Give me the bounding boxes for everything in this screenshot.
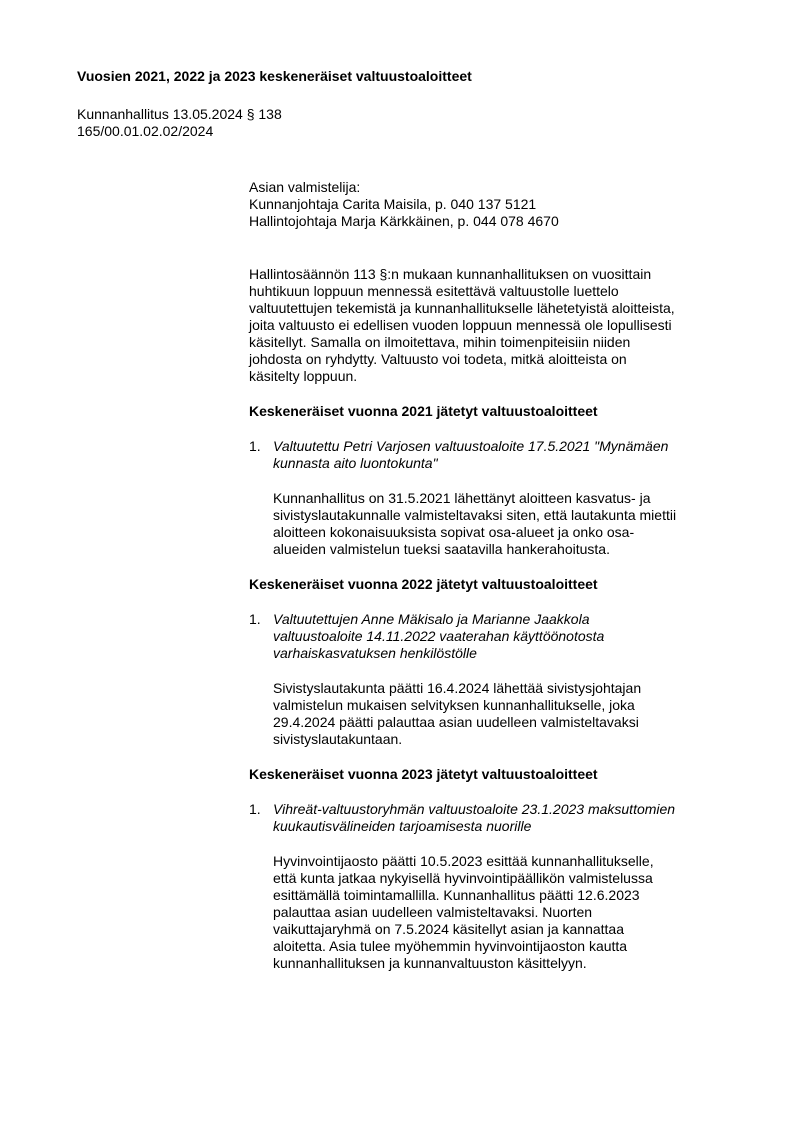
intro-line: Hallintosäännön 113 §:n mukaan kunnanhallituksen on vuosittain: [249, 266, 652, 282]
section-heading-2022: Keskeneräiset vuonna 2022 jätetyt valtuustoaloitteet: [249, 576, 598, 592]
intro-line: käsitelty loppuun.: [249, 368, 358, 384]
preparer-block: [249, 179, 749, 230]
item-title-line: kunnasta aito luontokunta": [273, 455, 438, 471]
document-body: [249, 179, 749, 972]
item-number: 1.: [249, 438, 261, 454]
item-number: 1.: [249, 801, 261, 817]
status-line: valmistelun mukaisen selvityksen kunnanhallitukselle, joka: [273, 697, 635, 713]
intro-line: valtuutettujen tekemistä ja kunnanhallitukselle lähetetyistä aloitteista,: [249, 300, 675, 316]
item-title-line: varhaiskasvatuksen henkilöstölle: [273, 645, 477, 661]
preparer-heading: Asian valmistelija:: [249, 179, 361, 195]
status-line: vaikuttajaryhmä on 7.5.2024 käsitellyt asian ja kannattaa: [273, 921, 624, 937]
item-title-line: kuukautisvälineiden tarjoamisesta nuorille: [273, 818, 532, 834]
item-status-paragraph: [249, 680, 749, 748]
status-line: sivistyslautakunnalle valmisteltavaksi siten, että lautakunta miettii: [273, 507, 677, 523]
meeting-meta: [77, 106, 282, 140]
item-status-paragraph: [249, 490, 749, 558]
intro-line: johdosta on ryhdytty. Valtuusto voi todeta, mitkä aloitteista on: [249, 351, 627, 367]
diary-number: 165/00.01.02.02/2024: [77, 123, 214, 139]
status-line: esittämällä toimintamallilla. Kunnanhallitus päätti 12.6.2023: [273, 887, 640, 903]
preparer-line: Hallintojohtaja Marja Kärkkäinen, p. 044 078 4670: [249, 213, 559, 229]
status-line: kunnanhallituksen ja kunnanvaltuuston käsittelyyn.: [273, 955, 587, 971]
intro-paragraph: [249, 266, 749, 385]
preparer-line: Kunnanjohtaja Carita Maisila, p. 040 137 5121: [249, 196, 537, 212]
status-line: Hyvinvointijaosto päätti 10.5.2023 esittää kunnanhallitukselle,: [273, 853, 654, 869]
intro-line: huhtikuun loppuun mennessä esitettävä valtuustolle luettelo: [249, 283, 619, 299]
status-line: 29.4.2024 päätti palauttaa asian uudelleen valmisteltavaksi: [273, 714, 639, 730]
status-line: aloitteen kokonaisuuksista sopivat osa-alueet ja onko osa-: [273, 524, 635, 540]
item-title-line: Valtuutettu Petri Varjosen valtuustoaloite 17.5.2021 "Mynämäen: [273, 438, 669, 454]
status-line: palauttaa asian uudelleen valmisteltavaksi. Nuorten: [273, 904, 593, 920]
intro-line: joita valtuusto ei edellisen vuoden loppuun mennessä ole lopullisesti: [249, 317, 672, 333]
section-heading-2021: Keskeneräiset vuonna 2021 jätetyt valtuustoaloitteet: [249, 403, 598, 419]
item-number: 1.: [249, 611, 261, 627]
status-line: aloitetta. Asia tulee myöhemmin hyvinvointijaoston kautta: [273, 938, 628, 954]
status-line: että kunta jatkaa nykyisellä hyvinvointipäällikön valmistelussa: [273, 870, 653, 886]
intro-line: käsitellyt. Samalla on ilmoitettava, mihin toimenpiteisiin niiden: [249, 334, 631, 350]
document-title: Vuosien 2021, 2022 ja 2023 keskeneräiset valtuustoaloitteet: [77, 68, 472, 84]
initiative-item: [249, 611, 749, 662]
item-status-paragraph: [249, 853, 749, 972]
initiative-item: [249, 438, 749, 472]
status-line: sivistyslautakuntaan.: [273, 731, 403, 747]
status-line: Sivistyslautakunta päätti 16.4.2024 lähettää sivistysjohtajan: [273, 680, 642, 696]
section-heading-2023: Keskeneräiset vuonna 2023 jätetyt valtuustoaloitteet: [249, 766, 598, 782]
item-title-line: Valtuutettujen Anne Mäkisalo ja Marianne Jaakkola: [273, 611, 590, 627]
item-title-line: Vihreät-valtuustoryhmän valtuustoaloite 23.1.2023 maksuttomien: [273, 801, 676, 817]
meeting-reference: Kunnanhallitus 13.05.2024 § 138: [77, 106, 282, 122]
status-line: alueiden valmistelun tueksi saatavilla hankerahoitusta.: [273, 541, 610, 557]
status-line: Kunnanhallitus on 31.5.2021 lähettänyt aloitteen kasvatus- ja: [273, 490, 651, 506]
item-title-line: valtuustoaloite 14.11.2022 vaaterahan käyttöönotosta: [273, 628, 605, 644]
initiative-item: [249, 801, 749, 835]
